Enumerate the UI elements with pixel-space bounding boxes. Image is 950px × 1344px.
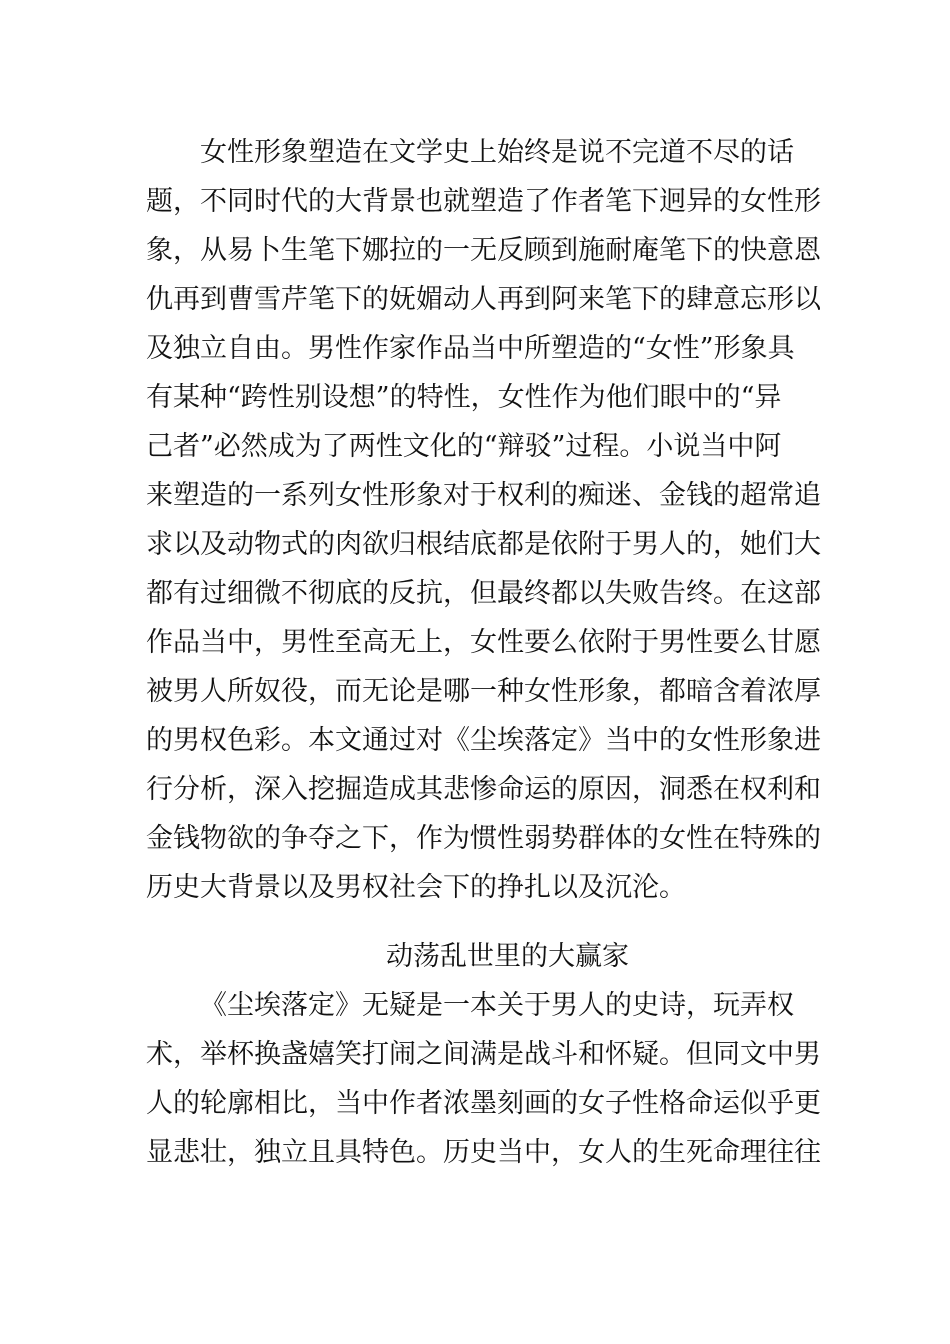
paragraph-line: 女性形象塑造在文学史上始终是说不完道不尽的话 [200,137,794,168]
paragraph-line: 《尘埃落定》无疑是一本关于男人的史诗，玩弄权 [200,990,794,1021]
paragraph-line: 有某种“跨性别设想”的特性，女性作为他们眼中的“异 [146,382,782,413]
paragraph-line: 被男人所奴役，而无论是哪一种女性形象，都暗含着浓厚 [146,676,821,707]
paragraph-line: 显悲壮，独立且具特色。历史当中，女人的生死命理往往 [146,1137,821,1168]
paragraph-line: 术，举杯换盏嬉笑打闹之间满是战斗和怀疑。但同文中男 [146,1039,821,1070]
paragraph-2 [146,981,821,1177]
paragraph-line: 都有过细微不彻底的反抗，但最终都以失败告终。在这部 [146,578,821,609]
paragraph-line: 历史大背景以及男权社会下的挣扎以及沉沦。 [146,872,686,903]
paragraph-line: 求以及动物式的肉欲归根结底都是依附于男人的，她们大 [146,529,821,560]
paragraph-line: 象，从易卜生笔下娜拉的一无反顾到施耐庵笔下的快意恩 [146,235,821,266]
section-heading: 动荡乱世里的大赢家 [386,941,629,972]
paragraph-line: 题，不同时代的大背景也就塑造了作者笔下迥异的女性形 [146,186,821,217]
paragraph-line: 及独立自由。男性作家作品当中所塑造的“女性”形象具 [146,333,795,364]
paragraph-line: 金钱物欲的争夺之下，作为惯性弱势群体的女性在特殊的 [146,823,821,854]
paragraph-1 [146,128,821,912]
paragraph-line: 人的轮廓相比，当中作者浓墨刻画的女子性格命运似乎更 [146,1088,821,1119]
paragraph-line: 仇再到曹雪芹笔下的妩媚动人再到阿来笔下的肆意忘形以 [146,284,821,315]
paragraph-line: 行分析，深入挖掘造成其悲惨命运的原因，洞悉在权利和 [146,774,821,805]
paragraph-line: 来塑造的一系列女性形象对于权利的痴迷、金钱的超常追 [146,480,821,511]
document-body [146,128,821,1177]
paragraph-line: 己者”必然成为了两性文化的“辩驳”过程。小说当中阿 [146,431,782,462]
paragraph-line: 作品当中，男性至高无上，女性要么依附于男性要么甘愿 [146,627,821,658]
paragraph-line: 的男权色彩。本文通过对《尘埃落定》当中的女性形象进 [146,725,821,756]
